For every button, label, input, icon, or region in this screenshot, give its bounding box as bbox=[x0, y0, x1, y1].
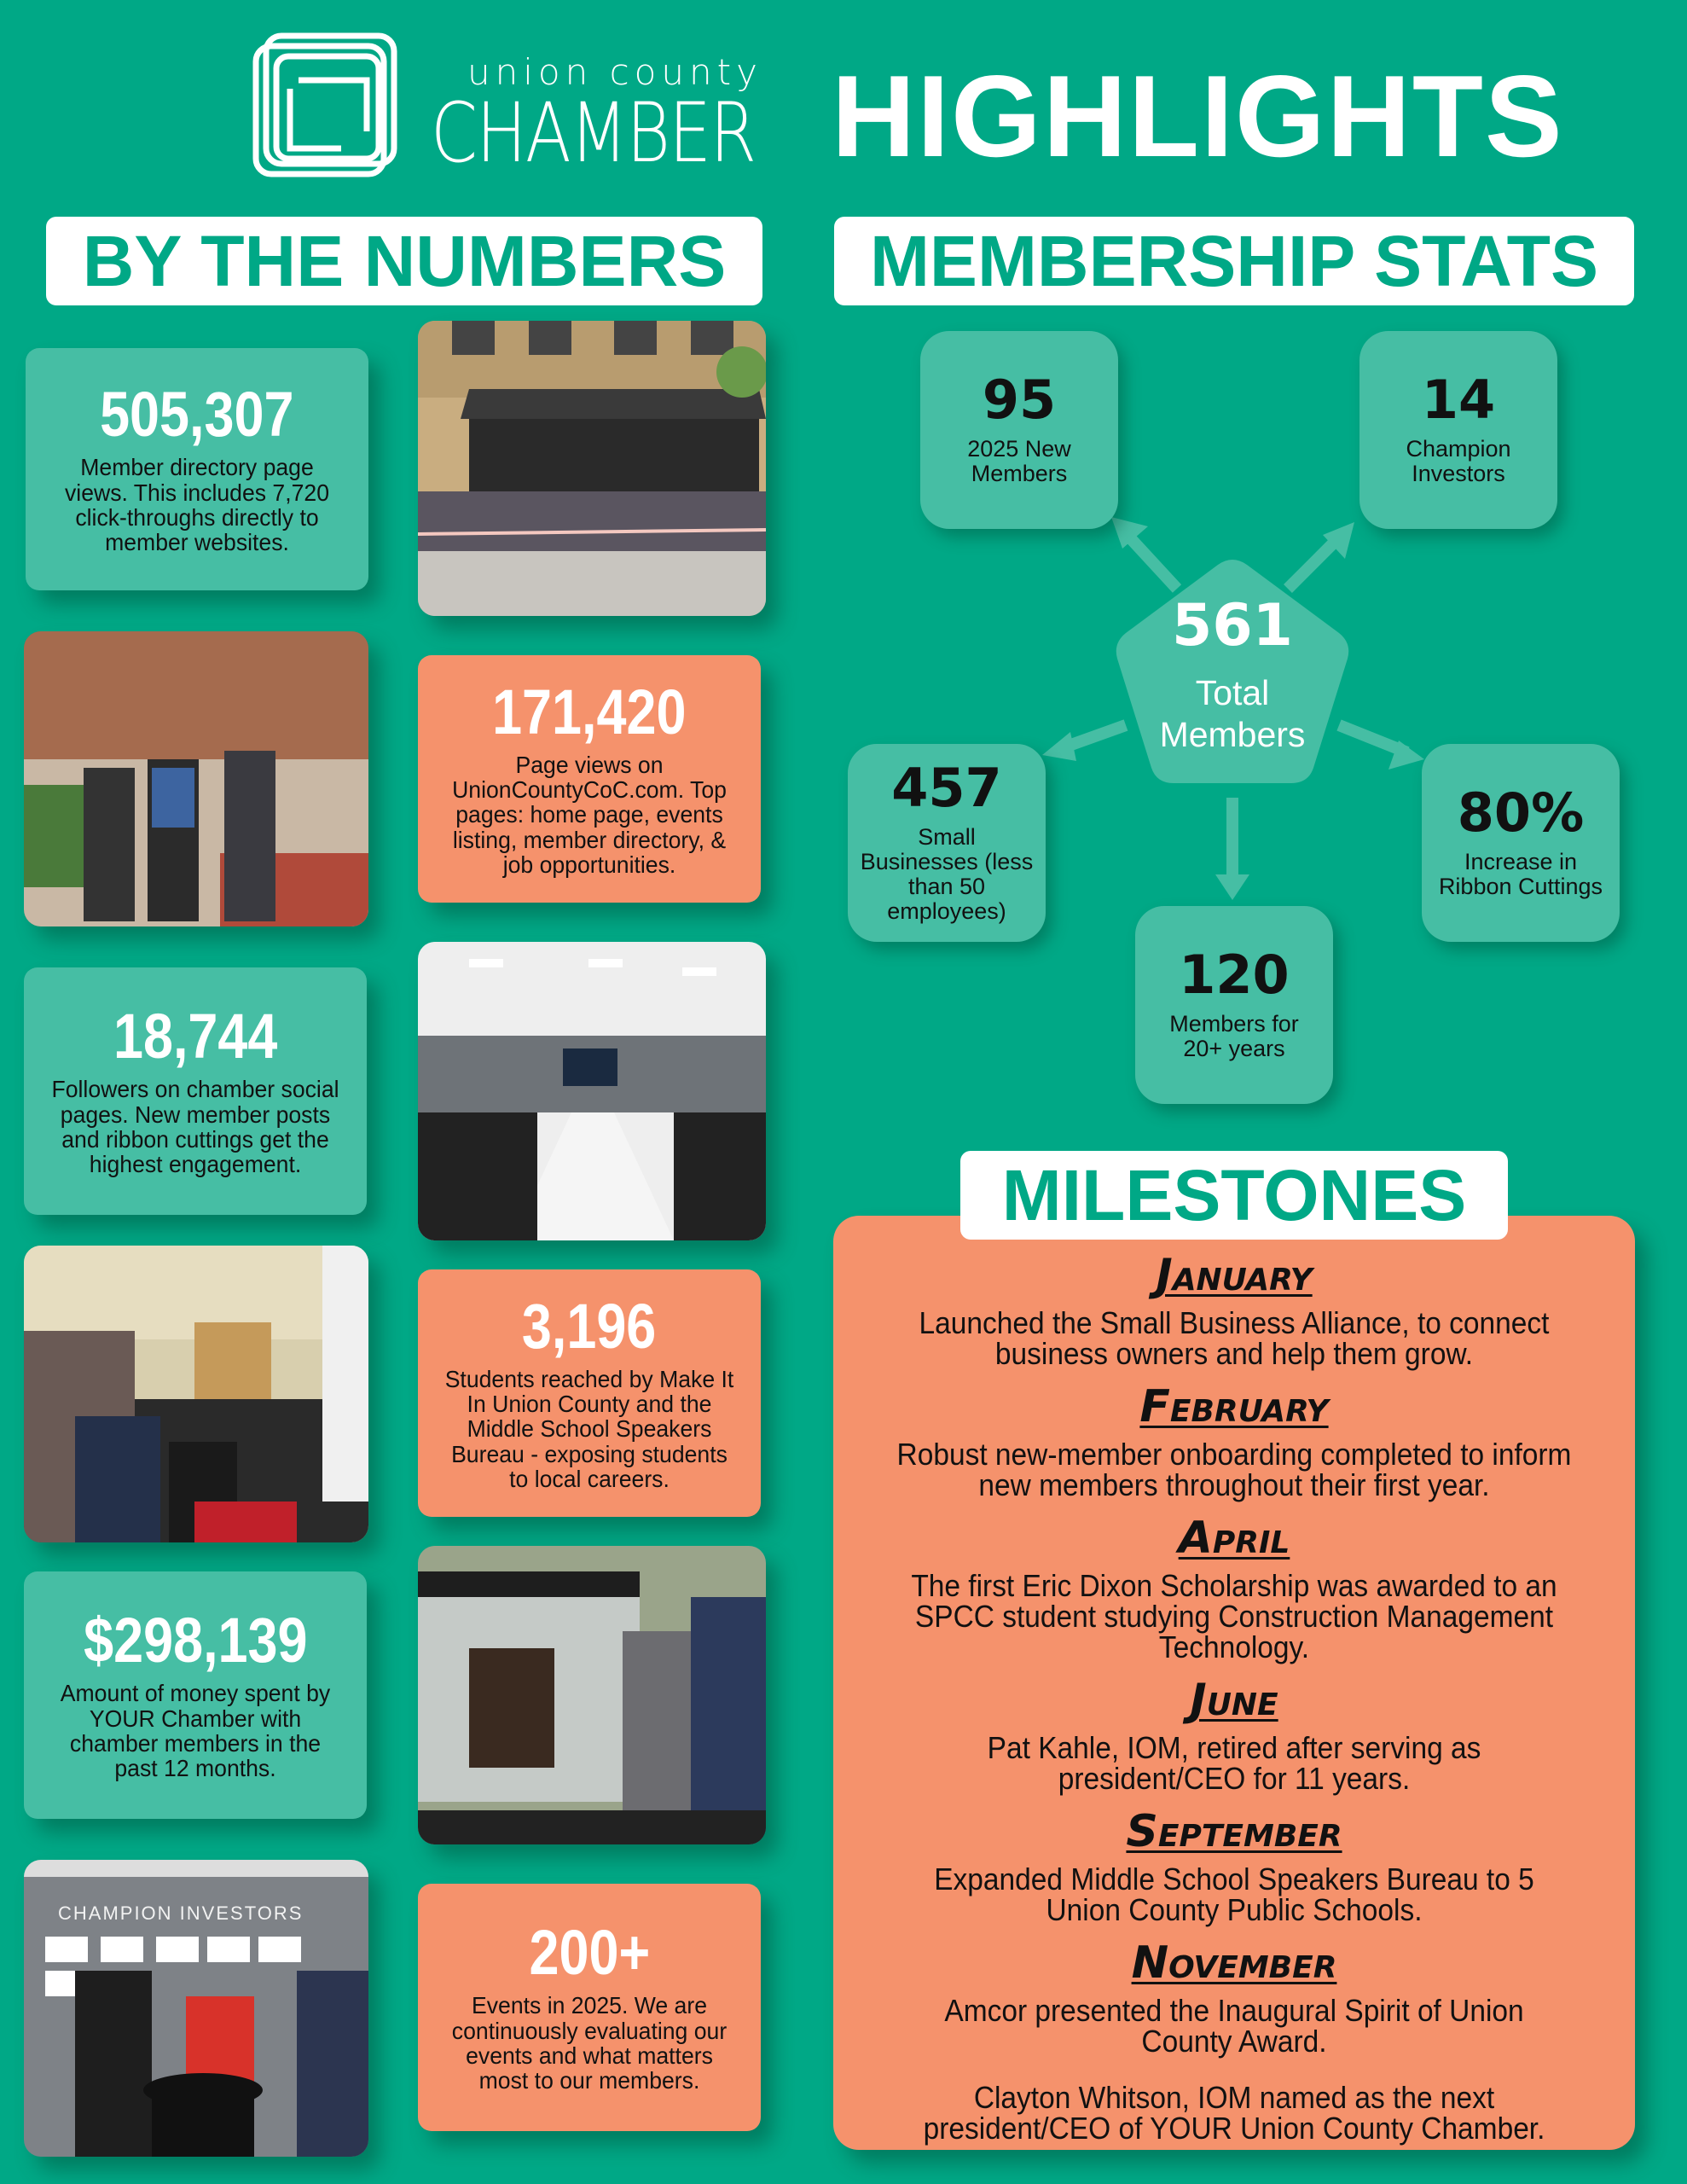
photo-classroom-lab bbox=[24, 1246, 368, 1542]
stat-description: Page views on UnionCountyCoC.com. Top pages: home page, events listing, member directory, & job opportunities. bbox=[452, 751, 727, 879]
stat-card-students-reached bbox=[418, 1269, 761, 1517]
stat-ribbon-cuttings bbox=[1422, 744, 1620, 942]
stat-label: Members for 20+ years bbox=[1169, 1010, 1299, 1061]
stat-value: 14 bbox=[1421, 368, 1496, 431]
total-members-value: 561 bbox=[1172, 592, 1293, 659]
milestone-text: The first Eric Dixon Scholarship was awarded to an SPCC student studying Construction Management Technology. bbox=[911, 1568, 1557, 1664]
milestone-june bbox=[833, 1675, 1635, 1796]
milestone-month: June bbox=[1190, 1675, 1278, 1726]
milestone-month: April bbox=[1178, 1513, 1290, 1564]
stat-long-term-members bbox=[1135, 906, 1333, 1104]
stat-card-website-views bbox=[418, 655, 761, 903]
milestone-january bbox=[833, 1250, 1635, 1371]
milestone-text: Amcor presented the Inaugural Spirit of Union County Award. bbox=[944, 1993, 1524, 2059]
logo-title: CHAMBER bbox=[431, 85, 756, 181]
stat-description: Events in 2025. We are continuously evaluating our events and what matters most to our members. bbox=[451, 1992, 728, 2094]
membership-stats-heading: MEMBERSHIP STATS bbox=[834, 217, 1634, 305]
photo-conference-room bbox=[418, 942, 766, 1240]
stat-label: Champion Investors bbox=[1406, 435, 1511, 486]
photo-champion-investors bbox=[24, 1860, 368, 2157]
chamber-logo-icon bbox=[247, 29, 405, 187]
milestone-text: Launched the Small Business Alliance, to connect business owners and help them grow. bbox=[919, 1305, 1550, 1371]
logo-subtitle: union county bbox=[467, 51, 762, 93]
stat-small-businesses bbox=[848, 744, 1046, 942]
stat-value: 505,307 bbox=[100, 379, 294, 450]
stat-description: Member directory page views. This includes 7,720 click-throughs directly to member websites. bbox=[64, 454, 329, 556]
stat-label: Increase in Ribbon Cuttings bbox=[1438, 848, 1603, 899]
milestone-february bbox=[833, 1381, 1635, 1502]
stat-value: 95 bbox=[982, 368, 1057, 431]
milestone-month: February bbox=[1139, 1381, 1329, 1432]
photo-people-walking bbox=[24, 631, 368, 926]
stat-value: 457 bbox=[891, 756, 1002, 819]
stat-card-events bbox=[418, 1884, 761, 2131]
page-title: HIGHLIGHTS bbox=[832, 51, 1564, 181]
milestone-september bbox=[833, 1806, 1635, 1927]
stat-label: Small Businesses (less than 50 employees) bbox=[860, 823, 1034, 925]
milestone-text: Robust new-member onboarding completed to inform new members throughout their first year. bbox=[896, 1437, 1572, 1502]
milestone-month: September bbox=[1126, 1806, 1342, 1857]
stat-champion-investors bbox=[1359, 331, 1557, 529]
stat-value: 171,420 bbox=[492, 676, 687, 747]
photo-golf-cart bbox=[418, 1546, 766, 1844]
stat-value: 120 bbox=[1179, 943, 1290, 1006]
stat-value: $298,139 bbox=[83, 1605, 308, 1676]
stat-description: Followers on chamber social pages. New member posts and ribbon cuttings get the highest engagement. bbox=[51, 1076, 339, 1178]
milestone-month: January bbox=[1156, 1250, 1313, 1301]
stat-value: 3,196 bbox=[522, 1290, 657, 1362]
milestone-text: Expanded Middle School Speakers Bureau to 5 Union County Public Schools. bbox=[934, 1862, 1534, 1927]
milestones-panel bbox=[833, 1216, 1635, 2150]
stat-value: 200+ bbox=[529, 1917, 650, 1989]
total-members bbox=[1109, 592, 1356, 756]
total-members-label: Total Members bbox=[1159, 673, 1306, 755]
milestones-heading: MILESTONES bbox=[960, 1151, 1508, 1240]
stat-card-directory-views bbox=[26, 348, 368, 590]
milestone-text-extra: Clayton Whitson, IOM named as the next president/CEO of YOUR Union County Chamber. bbox=[923, 2080, 1545, 2146]
milestone-april bbox=[833, 1513, 1635, 1664]
by-the-numbers-heading: BY THE NUMBERS bbox=[46, 217, 762, 305]
milestone-november bbox=[833, 1937, 1635, 2146]
stat-card-social-followers bbox=[24, 967, 367, 1215]
photo-ribbon-cutting bbox=[418, 321, 766, 616]
stat-new-members bbox=[920, 331, 1118, 529]
stat-value: 80% bbox=[1457, 781, 1585, 844]
milestone-text: Pat Kahle, IOM, retired after serving as president/CEO for 11 years. bbox=[987, 1730, 1481, 1796]
milestone-month: November bbox=[1131, 1937, 1337, 1989]
stat-value: 18,744 bbox=[113, 1001, 278, 1072]
stat-label: 2025 New Members bbox=[967, 435, 1071, 486]
wall-sign-text: CHAMPION INVESTORS bbox=[58, 1902, 304, 1924]
stat-description: Students reached by Make It In Union County and the Middle School Speakers Bureau - exposing students to local careers. bbox=[444, 1365, 734, 1493]
stat-description: Amount of money spent by YOUR Chamber with chamber members in the past 12 months. bbox=[60, 1680, 331, 1782]
stat-card-money-spent bbox=[24, 1571, 367, 1819]
